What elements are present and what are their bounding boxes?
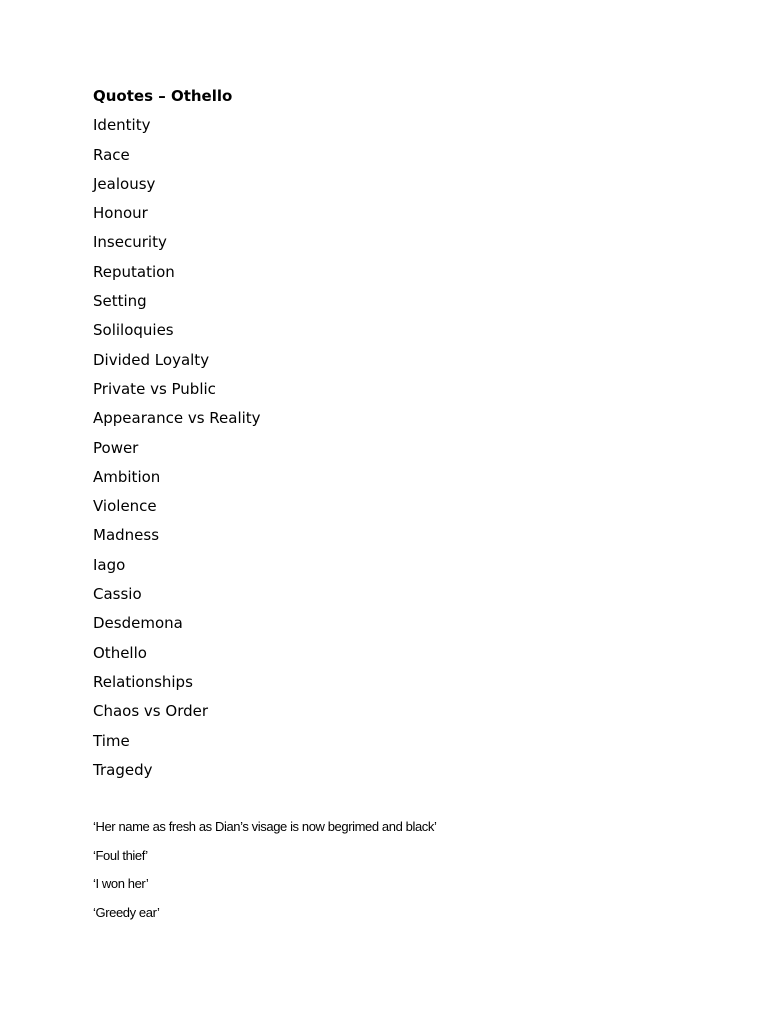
- topic-item: Iago: [93, 555, 126, 574]
- quote-item: ‘Foul thief’: [93, 847, 148, 863]
- topic-item: Private vs Public: [93, 379, 216, 398]
- topic-item: Race: [93, 145, 130, 164]
- topic-item: Soliloquies: [93, 321, 174, 340]
- topic-item: Time: [93, 731, 130, 750]
- topic-item: Desdemona: [93, 614, 183, 633]
- topic-item: Identity: [93, 116, 151, 135]
- topic-item: Insecurity: [93, 233, 167, 252]
- topic-item: Appearance vs Reality: [93, 409, 261, 428]
- quote-list: [93, 817, 436, 931]
- quote-item: ‘Her name as fresh as Dian’s visage is now begrimed and black’: [93, 819, 437, 834]
- quote-item: ‘I won her’: [93, 876, 149, 891]
- document-body: [93, 85, 713, 788]
- topic-item: Reputation: [93, 262, 175, 281]
- topic-item: Cassio: [93, 585, 142, 604]
- quote-item: ‘Greedy ear’: [93, 904, 160, 920]
- topic-item: Divided Loyalty: [93, 350, 210, 369]
- topic-item: Othello: [93, 643, 147, 662]
- topic-item: Madness: [93, 526, 160, 545]
- topic-item: Power: [93, 438, 139, 457]
- topic-item: Honour: [93, 204, 148, 223]
- topic-item: Chaos vs Order: [93, 702, 209, 721]
- topic-item: Ambition: [93, 467, 161, 486]
- topic-item: Setting: [93, 292, 147, 311]
- document-title: Quotes – Othello: [93, 87, 233, 105]
- topic-item: Relationships: [93, 672, 193, 691]
- topic-item: Violence: [93, 497, 157, 516]
- topic-item: Jealousy: [93, 174, 156, 193]
- topic-list: [93, 114, 713, 781]
- topic-item: Tragedy: [93, 760, 153, 779]
